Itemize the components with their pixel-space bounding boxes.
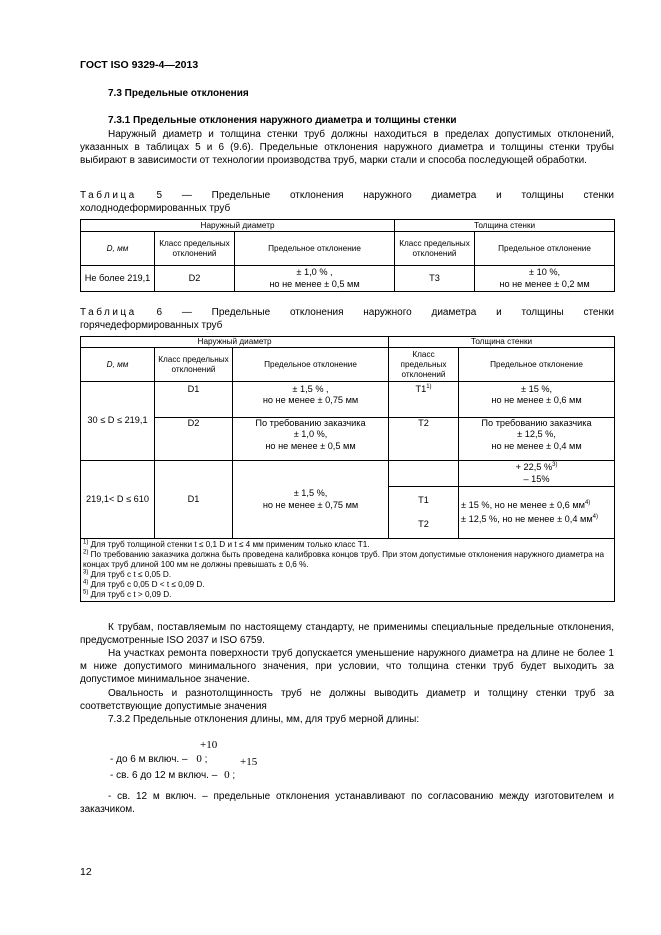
table6-r2-a-dev: + 22,5 %$^{3)}$ – 15%	[459, 461, 615, 487]
table5-group-wall: Толщина стенки	[395, 220, 615, 232]
table6-r1-d2-dev: По требованию заказчика ± 1,0 %, но не менее ± 0,5 мм	[233, 418, 389, 461]
table5-col-class-wall: Класс предельных отклонений	[395, 232, 475, 266]
table6-r1-t1-class: T1$^{1)}$	[389, 382, 459, 418]
length-deviation-2-line: - св. 6 до 12 м включ. – 0 ;	[110, 769, 236, 781]
table6-r1-d2-class: D2	[155, 418, 233, 461]
table6-group-wall: Толщина стенки	[389, 337, 615, 348]
paragraph-7-3-2: 7.3.2 Предельные отклонения длины, мм, для труб мерной длины:	[108, 714, 420, 725]
table5-caption-line2: холоднодеформированных труб	[80, 202, 231, 214]
length-deviation-2-upper: +15	[240, 756, 258, 768]
table5-caption	[80, 190, 614, 215]
table6-caption-line2: горячедеформированных труб	[80, 319, 223, 331]
table5	[80, 219, 615, 292]
table6-r2-class: D1	[155, 461, 233, 539]
table5-cell-dev-od: ± 1,0 % , но не менее ± 0,5 мм	[235, 266, 395, 292]
table6-r1-d: 30 ≤ D ≤ 219,1	[81, 382, 155, 461]
table6-caption-line1: Таблица 6 — Предельные отклонения наружного диаметра и толщины стенки	[80, 307, 614, 318]
length-deviation-3: - св. 12 м включ. – предельные отклонения устанавливают по согласованию между изготовителем и заказчиком.	[80, 791, 614, 816]
table5-group-od: Наружный диаметр	[81, 220, 395, 232]
table6-r2-d: 219,1< D ≤ 610	[81, 461, 155, 539]
table6-group-od: Наружный диаметр	[81, 337, 389, 348]
table6-r2-t-classes: T1 T2	[389, 487, 459, 539]
table5-col-dev-od: Предельное отклонение	[235, 232, 395, 266]
page-number: 12	[80, 866, 92, 878]
table6-col-d: D, мм	[81, 348, 155, 382]
table5-cell-class-wall: T3	[395, 266, 475, 292]
table6-note-2: $^{2)}$ По требованию заказчика должна быть проведена калибровка концов труб. При этом допустимые отклонения наружного диаметра на концах труб длиной 100 мм не должны превышать ± 0,6 %.	[83, 549, 605, 569]
table6-r1-d1-class: D1	[155, 382, 233, 418]
table6-col-dev-wall: Предельное отклонение	[459, 348, 615, 382]
table6	[80, 336, 615, 602]
paragraph-special-deviations: К трубам, поставляемым по настоящему стандарту, не применимы специальные предельные отклонения, предусмотренные ISO 2037 и ISO 6759.	[80, 622, 614, 647]
table6-note-3: $^{3)}$ Для труб с t ≤ 0,05 D.	[83, 569, 172, 579]
table6-r1-t1-dev: ± 15 %, но не менее ± 0,6 мм	[459, 382, 615, 418]
table5-cell-class-od: D2	[155, 266, 235, 292]
table5-cell-d: Не более 219,1	[81, 266, 155, 292]
table6-caption	[80, 307, 614, 332]
table5-col-dev-wall: Предельное отклонение	[475, 232, 615, 266]
intro-paragraph: Наружный диаметр и толщина стенки труб должны находиться в пределах допустимых отклонений, указанных в таблицах 5 и 6 (9.6). Предельные отклонения наружного диаметра и толщины стенки трубы выбирают в зависимости от технологии производства труб, марки стали и способа последующей обработки.	[80, 129, 614, 167]
table6-r2-a-class	[389, 461, 459, 487]
table6-notes	[81, 539, 615, 602]
table6-col-dev-od: Предельное отклонение	[233, 348, 389, 382]
table5-col-class-od: Класс предельных отклонений	[155, 232, 235, 266]
table5-cell-dev-wall: ± 10 %, но не менее ± 0,2 мм	[475, 266, 615, 292]
table5-caption-line1: Таблица 5 — Предельные отклонения наружного диаметра и толщины стенки	[80, 190, 614, 201]
table6-note-4: $^{4)}$ Для труб с 0,05 D < t ≤ 0,09 D.	[83, 579, 205, 589]
subsection-title: 7.3.1 Предельные отклонения наружного диаметра и толщины стенки	[108, 115, 457, 126]
table6-col-class-od: Класс предельных отклонений	[155, 348, 233, 382]
paragraph-repair-areas: На участках ремонта поверхности труб допускается уменьшение наружного диаметра на длине не более 1 м ниже допустимого минимального значения, при условии, что толщина стенки труб будет выходить за допустимое минимальное значение.	[80, 648, 614, 686]
table6-r2-t-devs: ± 15 %, но не менее ± 0,6 $мм^{4)}$ ± 12,5 %, но не менее ± 0,4 $мм^{4)}$	[459, 487, 615, 539]
paragraph-ovality: Овальность и разнотолщинность труб не должны выводить диаметр и толщину стенки труб за соответствующие допустимые значения	[80, 688, 614, 713]
length-deviation-1-line: - до 6 м включ. – 0 ;	[110, 753, 208, 765]
table6-r2-dev: ± 1,5 %, но не менее ± 0,75 мм	[233, 461, 389, 539]
table6-col-class-wall: Класс предельных отклонений	[389, 348, 459, 382]
table6-note-5: $^{5)}$ Для труб с t > 0,09 D.	[83, 589, 172, 599]
table6-r1-t2-class: T2	[389, 418, 459, 461]
document-header: ГОСТ ISO 9329-4—2013	[80, 59, 199, 71]
section-title: 7.3 Предельные отклонения	[108, 88, 249, 99]
table6-r1-t2-dev: По требованию заказчика ± 12,5 %, но не менее ± 0,4 мм	[459, 418, 615, 461]
table6-note-1: $^{1)}$ Для труб толщиной стенки t ≤ 0,1 D и t ≤ 4 мм применим только класс T1.	[83, 539, 370, 549]
table5-col-d: D, мм	[81, 232, 155, 266]
table6-r1-d1-dev: ± 1,5 % , но не менее ± 0,75 мм	[233, 382, 389, 418]
